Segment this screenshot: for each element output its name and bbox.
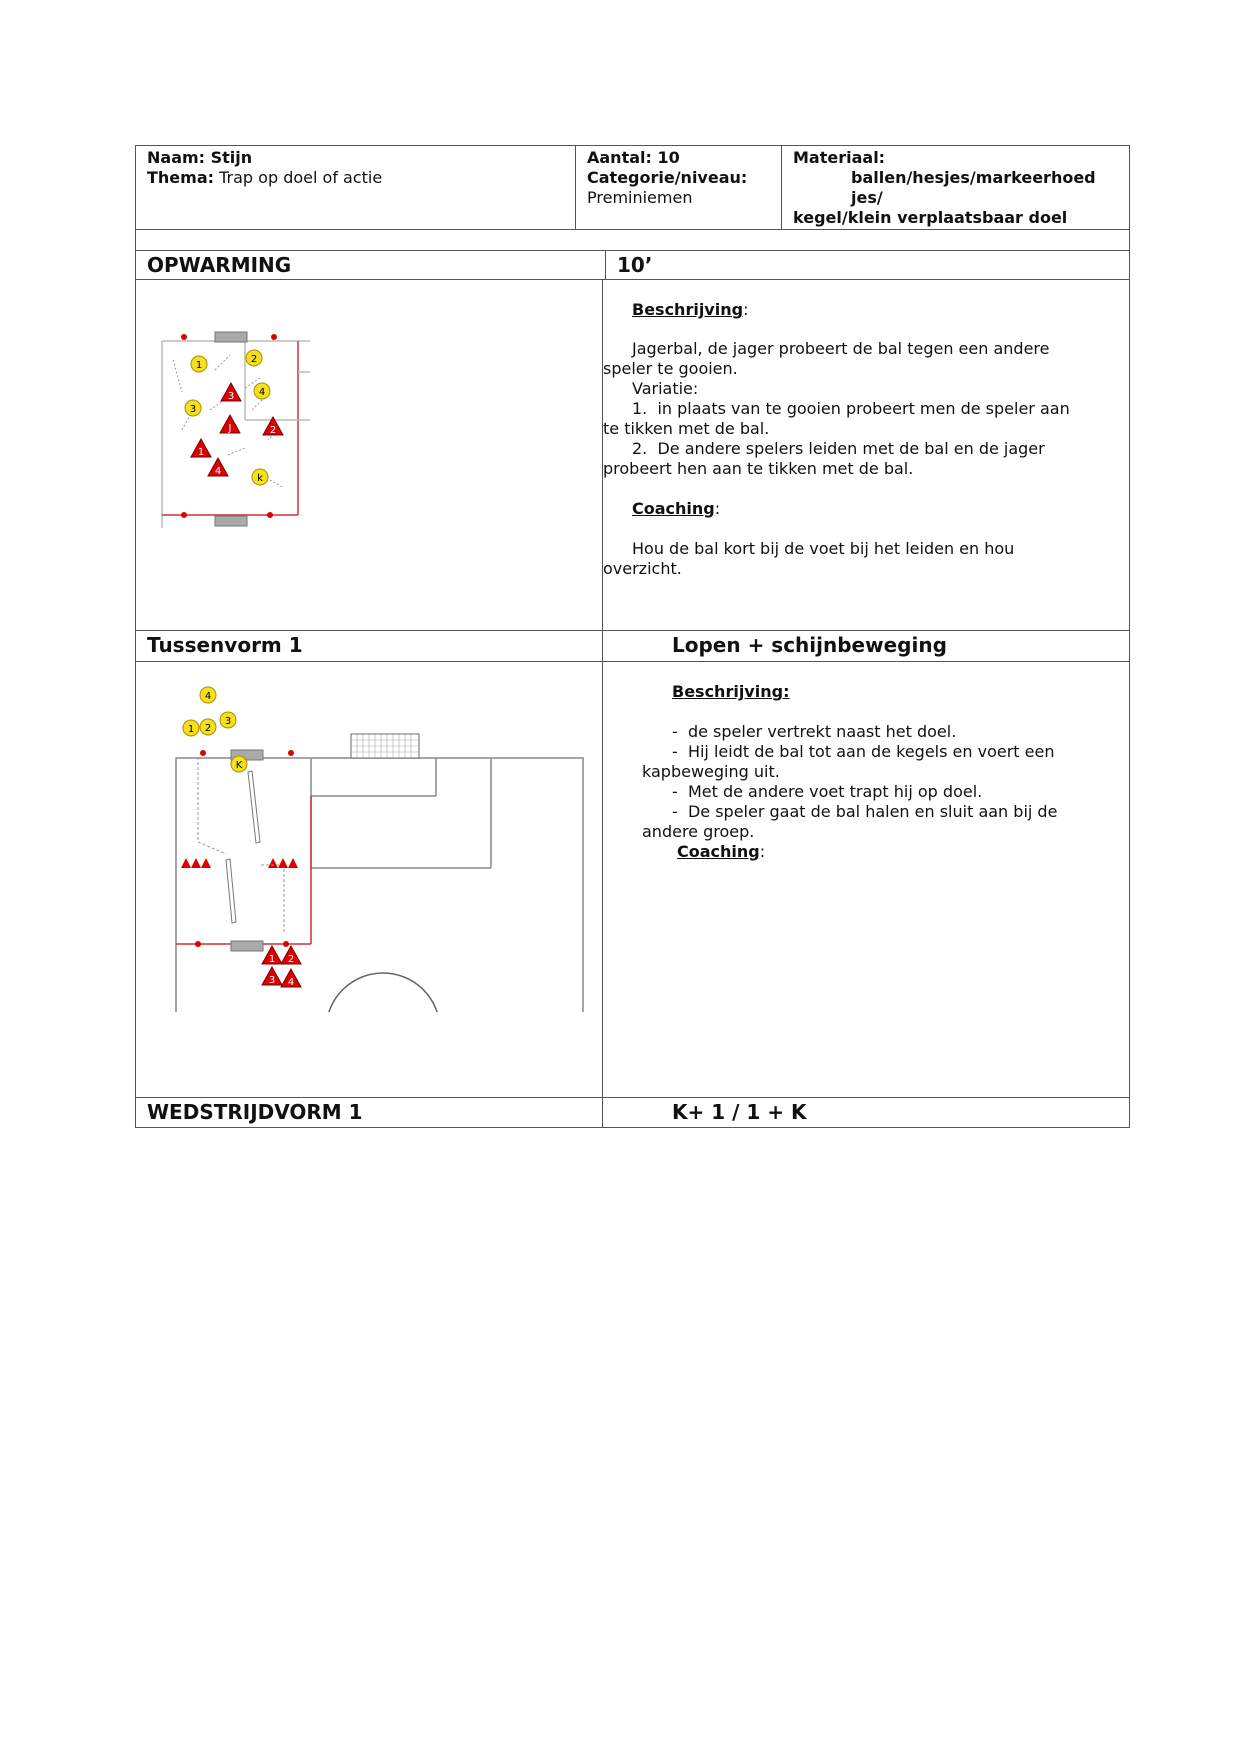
- opwarming-line5: te tikken met de bal.: [603, 419, 770, 438]
- tussenvorm-subtitle: Lopen + schijnbeweging: [672, 633, 947, 657]
- yellow-player-label: 2: [250, 354, 258, 365]
- header-aantal-cell: [576, 146, 782, 229]
- opwarming-duration: 10’: [617, 253, 653, 277]
- red-player-label: 1: [268, 954, 276, 965]
- opwarming-title-cell: [136, 251, 606, 279]
- opwarming-yellow-players: [185, 350, 270, 485]
- marker-dot: [271, 334, 277, 340]
- wedstrijdvorm-subtitle: K+ 1 / 1 + K: [672, 1100, 807, 1124]
- opwarming-line6: 2. De andere spelers leiden met de bal en de jager: [632, 439, 1045, 458]
- yellow-player-label: K: [235, 760, 243, 771]
- tussenvorm-text-cell: [603, 662, 1129, 1097]
- coaching-label: Coaching: [677, 842, 760, 861]
- aantal-label: Aantal: 10: [587, 148, 680, 167]
- red-player-label: 4: [214, 466, 222, 477]
- small-goal-bottom: [231, 941, 263, 951]
- red-player-label: 1: [197, 447, 205, 458]
- marker-dot: [288, 750, 294, 756]
- materiaal-label: Materiaal:: [793, 148, 886, 167]
- opwarming-title-row: [135, 250, 1130, 280]
- opwarming-coaching-heading: [632, 499, 720, 519]
- tussenvorm-title-cell: [136, 631, 603, 661]
- materiaal-line3: kegel/klein verplaatsbaar doel: [793, 208, 1068, 227]
- header-materiaal-cell: [782, 146, 1129, 229]
- marker-dot: [267, 512, 273, 518]
- yellow-player-label: k: [257, 473, 263, 484]
- opwarming-beschrijving-heading: [632, 300, 748, 320]
- tussenvorm-line2: - Hij leidt de bal tot aan de kegels en voert een: [672, 742, 1055, 761]
- center-circle: [326, 973, 440, 1012]
- tussenvorm-line6: andere groep.: [642, 822, 755, 841]
- tussenvorm-line3: kapbeweging uit.: [642, 762, 780, 781]
- marker-dot: [283, 941, 289, 947]
- header-table: [135, 145, 1130, 230]
- wedstrijdvorm-subtitle-cell: [603, 1098, 1129, 1127]
- session-sheet: [135, 145, 1130, 1128]
- tussenvorm-subtitle-cell: [603, 631, 1129, 661]
- wedstrijdvorm-title-cell: [136, 1098, 603, 1127]
- colon: :: [759, 842, 766, 861]
- colon: :: [714, 499, 721, 518]
- red-player-label: 3: [268, 975, 276, 986]
- goal-top: [215, 332, 247, 342]
- marker-dot: [195, 941, 201, 947]
- naam-label: Naam: Stijn: [147, 148, 253, 167]
- opwarming-duration-cell: [606, 251, 1129, 279]
- tussenvorm-coaching-heading: [677, 842, 765, 862]
- thema-value: Trap op doel of actie: [219, 168, 383, 187]
- tussenvorm-field-diagram: [156, 682, 596, 1012]
- materiaal-line1: ballen/hesjes/markeerhoed: [851, 168, 1096, 187]
- yellow-player-label: 4: [204, 691, 212, 702]
- cones: [181, 858, 298, 868]
- tussenvorm-diagram-cell: [136, 662, 603, 1097]
- opwarming-diagram-cell: [136, 280, 603, 630]
- yellow-player-label: 1: [187, 724, 195, 735]
- yellow-player-label: 2: [204, 723, 212, 734]
- red-player-label: 4: [287, 977, 295, 988]
- opwarming-red-players: [191, 383, 283, 477]
- yellow-player-label: 3: [224, 716, 232, 727]
- dribble-paths: [198, 757, 284, 932]
- tussenvorm-yellow-players: [183, 687, 247, 772]
- tussenvorm-line1: - de speler vertrekt naast het doel.: [672, 722, 957, 741]
- thema-label: Thema:: [147, 168, 215, 187]
- colon: :: [743, 300, 749, 319]
- opwarming-line3: Variatie:: [632, 379, 699, 398]
- categorie-label: Categorie/niveau:: [587, 168, 748, 187]
- opwarming-coaching1: Hou de bal kort bij de voet bij het leiden en hou: [632, 539, 1015, 558]
- marker-dot: [200, 750, 206, 756]
- coaching-label: Coaching: [632, 499, 715, 518]
- opwarming-coaching2: overzicht.: [603, 559, 682, 578]
- tussenvorm-line5: - De speler gaat de bal halen en sluit aan bij de: [672, 802, 1058, 821]
- red-player-label: 2: [269, 425, 277, 436]
- opwarming-line1: Jagerbal, de jager probeert de bal tegen een andere: [632, 339, 1050, 358]
- red-player-label: 2: [287, 954, 295, 965]
- goal-bottom: [215, 516, 247, 526]
- spacer-row: [135, 230, 1130, 250]
- opwarming-content-row: [135, 280, 1130, 631]
- wedstrijdvorm-title: WEDSTRIJDVORM 1: [147, 1100, 363, 1124]
- wedstrijdvorm-title-row: [135, 1098, 1130, 1128]
- materiaal-line2: jes/: [851, 188, 883, 207]
- pass-arrow: [248, 771, 260, 843]
- marker-dot: [181, 334, 187, 340]
- tussenvorm-red-players: [262, 946, 301, 988]
- beschrijving-label: Beschrijving: [632, 300, 744, 319]
- tussenvorm-title: Tussenvorm 1: [147, 633, 303, 657]
- tussenvorm-beschrijving-heading: Beschrijving:: [672, 682, 790, 701]
- opwarming-line4: 1. in plaats van te gooien probeert men de speler aan: [632, 399, 1070, 418]
- tussenvorm-title-row: [135, 631, 1130, 662]
- marker-dot: [181, 512, 187, 518]
- shot-arrow: [226, 859, 236, 923]
- opwarming-text-cell: [603, 280, 1129, 630]
- yellow-player-label: 4: [258, 387, 266, 398]
- opwarming-field-diagram: [160, 330, 360, 560]
- opwarming-line7: probeert hen aan te tikken met de bal.: [603, 459, 914, 478]
- yellow-player-label: 3: [189, 404, 197, 415]
- opwarming-title: OPWARMING: [147, 253, 292, 277]
- categorie-value: Preminiemen: [587, 188, 693, 207]
- header-name-cell: [136, 146, 576, 229]
- opwarming-line2: speler te gooien.: [603, 359, 738, 378]
- red-player-label: J: [228, 423, 232, 434]
- red-player-label: 3: [227, 391, 235, 402]
- tussenvorm-content-row: [135, 662, 1130, 1098]
- tussenvorm-line4: - Met de andere voet trapt hij op doel.: [672, 782, 983, 801]
- yellow-player-label: 1: [195, 360, 203, 371]
